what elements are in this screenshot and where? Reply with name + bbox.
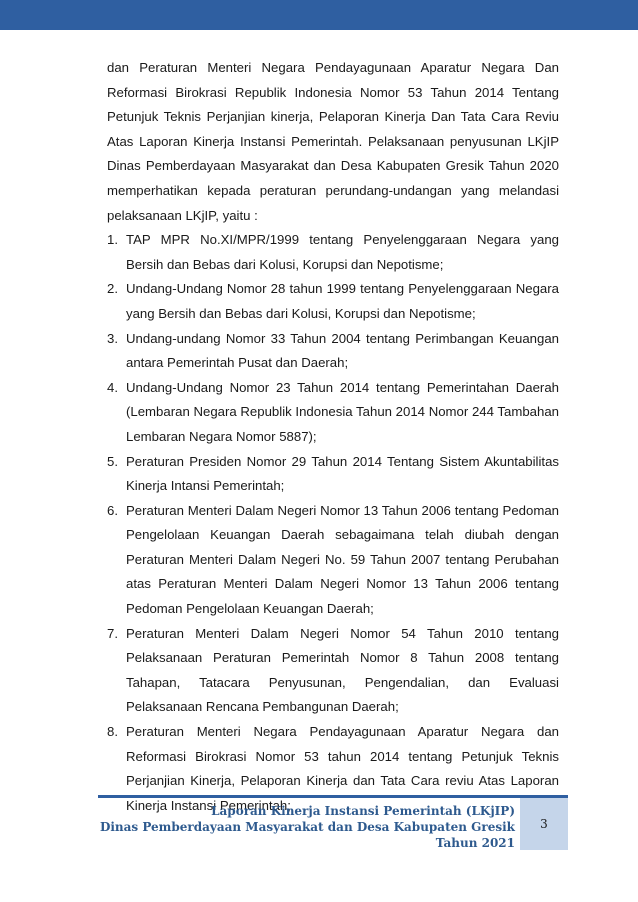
footer-agency-name: Dinas Pemberdayaan Masyarakat dan Desa Kabupaten Gresik — [99, 820, 515, 834]
list-number: 2. — [107, 281, 118, 297]
list-number: 3. — [107, 330, 118, 346]
list-item — [107, 228, 559, 277]
list-text: Undang-Undang Nomor 28 tahun 1999 tentang Penyelenggaraan Negara yang Bersih dan Bebas dari Kolusi, Korupsi dan Nepotisme; — [126, 281, 559, 321]
list-number: 7. — [107, 625, 118, 641]
list-item — [107, 499, 559, 622]
list-text: Peraturan Menteri Negara Pendayagunaan Aparatur Negara dan Reformasi Birokrasi Nomor 53 tahun 2014 tentang Petunjuk Teknis Perjanjian Kinerja, Pelaporan Kinerja dan Tata Cara reviu Atas Laporan Kinerja Instansi Pemerintah; — [126, 724, 559, 813]
list-item — [107, 622, 559, 720]
footer-divider — [98, 795, 568, 798]
list-item — [107, 450, 559, 499]
list-number: 5. — [107, 453, 118, 469]
list-number: 4. — [107, 379, 118, 395]
list-text: Peraturan Menteri Dalam Negeri Nomor 13 Tahun 2006 tentang Pedoman Pengelolaan Keuangan Daerah sebagaimana telah diubah dengan Peraturan Menteri Dalam Negeri No. 59 Tahun 2007 tentang Perubahan atas Peraturan Menteri Dalam Negeri Nomor 13 Tahun 2006 tentang Pedoman Pengelolaan Keuangan Daerah; — [126, 502, 559, 617]
list-number: 8. — [107, 724, 118, 740]
list-number: 1. — [107, 232, 118, 248]
page-number: 3 — [540, 817, 548, 831]
document-body — [107, 56, 559, 818]
list-item — [107, 376, 559, 450]
list-text: TAP MPR No.XI/MPR/1999 tentang Penyelenggaraan Negara yang Bersih dan Bebas dari Kolusi, Korupsi dan Nepotisme; — [126, 232, 559, 272]
list-item — [107, 327, 559, 376]
list-number: 6. — [107, 502, 118, 518]
footer-report-title: Laporan Kinerja Instansi Pemerintah (LKjIP) — [211, 804, 515, 818]
regulation-list — [107, 228, 559, 818]
footer-caption — [75, 803, 515, 851]
intro-paragraph: dan Peraturan Menteri Negara Pendayagunaan Aparatur Negara Dan Reformasi Birokrasi Republik Indonesia Nomor 53 Tahun 2014 Tentang Petunjuk Teknis Perjanjian kinerja, Pelaporan Kinerja Dan Tata Cara Reviu Atas Laporan Kinerja Instansi Pemerintah. Pelaksanaan penyusunan LKjIP Dinas Pemberdayaan Masyarakat dan Desa Kabupaten Gresik Tahun 2020 memperhatikan kepada peraturan perundang-undangan yang melandasi pelaksanaan LKjIP, yaitu : — [107, 60, 559, 223]
list-text: Peraturan Presiden Nomor 29 Tahun 2014 Tentang Sistem Akuntabilitas Kinerja Intansi Pemerintah; — [126, 453, 559, 494]
header-bar — [0, 0, 638, 30]
page-number-box — [520, 798, 568, 850]
list-text: Undang-Undang Nomor 23 Tahun 2014 tentang Pemerintahan Daerah (Lembaran Negara Republik Indonesia Tahun 2014 Nomor 244 Tambahan Lembaran Negara Nomor 5887); — [126, 379, 559, 444]
footer-year: Tahun 2021 — [435, 836, 515, 850]
list-text: Undang-undang Nomor 33 Tahun 2004 tentang Perimbangan Keuangan antara Pemerintah Pusat dan Daerah; — [126, 330, 559, 371]
list-item — [107, 277, 559, 326]
list-text: Peraturan Menteri Dalam Negeri Nomor 54 Tahun 2010 tentang Pelaksanaan Peraturan Pemerintah Nomor 8 Tahun 2008 tentang Tahapan, Tatacara Penyusunan, Pengendalian, dan Evaluasi Pelaksanaan Rencana Pembangunan Daerah; — [126, 625, 559, 715]
